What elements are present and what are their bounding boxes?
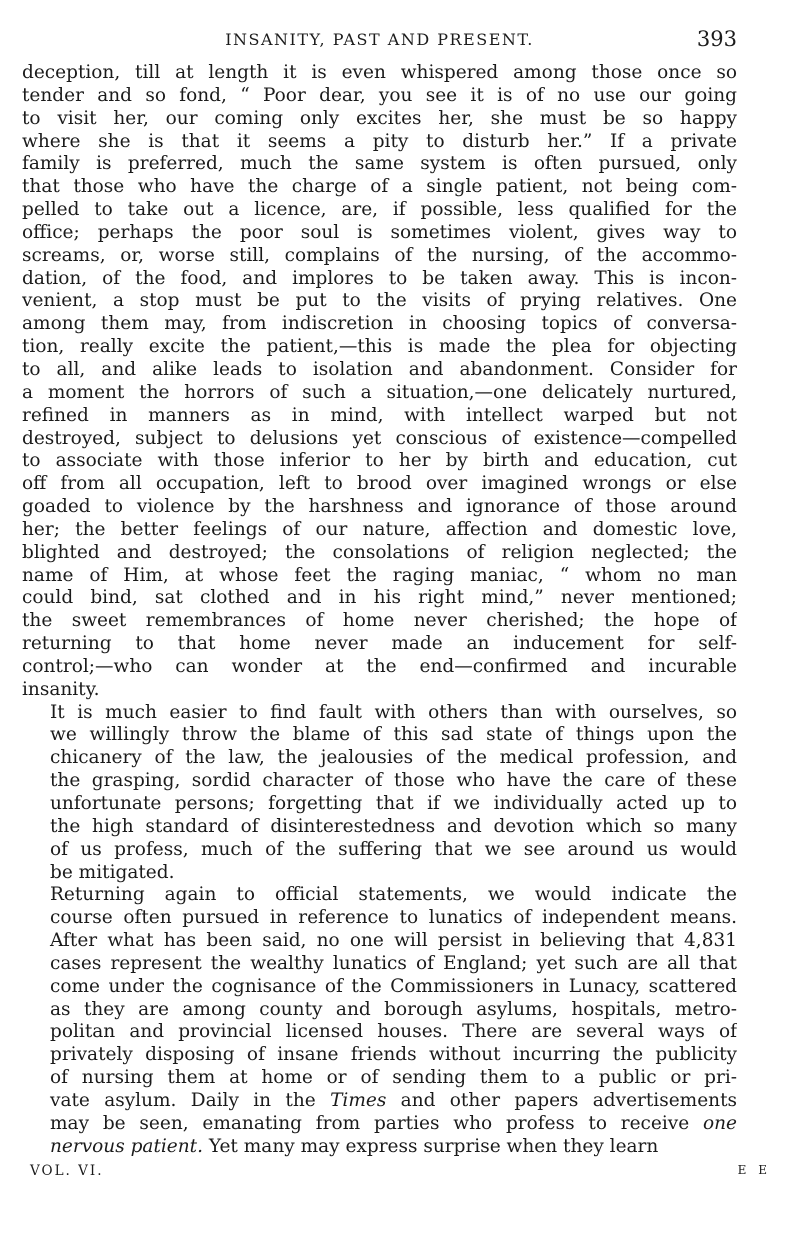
book-page: [22, 27, 737, 1159]
text-line: insanity.: [22, 678, 100, 700]
text-line: It is much easier to find fault with others than with ourselves, so: [50, 701, 737, 723]
text-line: be mitigated.: [50, 861, 175, 883]
text-line: refined in manners as in mind, with intellect warped but not: [22, 404, 737, 426]
text-line: to visit her, our coming only excites her, she must be so happy: [22, 107, 737, 129]
text-line: tender and so fond, “ Poor dear, you see it is of no use our going: [22, 84, 737, 106]
text-line: where she is that it seems a pity to disturb her.” If a private: [22, 130, 737, 152]
text-line: could bind, sat clothed and in his right mind,” never mentioned;: [22, 587, 737, 609]
body-text: [22, 62, 737, 1159]
text-line: of us profess, much of the suffering that we see around us would: [50, 838, 737, 860]
text-line: course often pursued in reference to lunatics of independent means.: [50, 907, 737, 929]
text-line: goaded to violence by the harshness and ignorance of those around: [22, 496, 737, 518]
text-line: may be seen, emanating from parties who profess to receive one: [50, 1112, 737, 1134]
text-line: unfortunate persons; forgetting that if we individually acted up to: [50, 793, 737, 814]
running-header: [22, 27, 737, 60]
text-line: name of Him, at whose feet the raging maniac, “ whom no man: [22, 564, 737, 586]
text-line: control;—who can wonder at the end—confirmed and incurable: [22, 655, 737, 677]
text-line: pelled to take out a licence, are, if possible, less qualified for the: [22, 199, 737, 221]
text-line: among them may, from indiscretion in choosing topics of conversa-: [22, 313, 737, 335]
text-line: the grasping, sordid character of those who have the care of these: [50, 770, 737, 792]
text-line: as they are among county and borough asylums, hospitals, metro-: [50, 998, 737, 1020]
page-footer: [0, 1163, 791, 1183]
text-line: blighted and destroyed; the consolations of religion neglected; the: [22, 541, 737, 563]
text-line: family is preferred, much the same system is often pursued, only: [22, 153, 737, 175]
text-line: a moment the horrors of such a situation,—one delicately nurtured,: [22, 381, 737, 403]
text-line: off from all occupation, left to brood over imagined wrongs or else: [22, 473, 737, 495]
text-line: politan and provincial licensed houses. There are several ways of: [50, 1021, 737, 1043]
text-line: come under the cognisance of the Commissioners in Lunacy, scattered: [50, 975, 737, 997]
text-line: After what has been said, no one will persist in believing that 4,831: [50, 930, 737, 952]
text-line: destroyed, subject to delusions yet conscious of existence—compelled: [22, 427, 737, 449]
text-line: the sweet remembrances of home never cherished; the hope of: [22, 610, 737, 632]
paragraph: [22, 702, 737, 885]
paragraph: [22, 884, 737, 1158]
text-line: the high standard of disinterestedness and devotion which so many: [50, 815, 737, 837]
running-title: INSANITY, PAST AND PRESENT.: [225, 30, 534, 49]
paragraph: [22, 62, 737, 702]
text-line: screams, or, worse still, complains of the nursing, of the accommo-: [22, 244, 737, 266]
text-line: vate asylum. Daily in the Times and other papers advertisements: [50, 1089, 737, 1111]
text-line: nervous patient. Yet many may express surprise when they learn: [50, 1135, 659, 1157]
text-line: her; the better feelings of our nature, affection and domestic love,: [22, 518, 737, 540]
text-line: we willingly throw the blame of this sad state of things upon the: [50, 724, 737, 746]
text-line: office; perhaps the poor soul is sometimes violent, gives way to: [22, 221, 737, 243]
text-line: tion, really excite the patient,—this is made the plea for objecting: [22, 336, 737, 358]
text-line: deception, till at length it is even whispered among those once so: [22, 62, 737, 83]
volume-mark: VOL. VI.: [30, 1163, 104, 1179]
text-line: to all, and alike leads to isolation and abandonment. Consider for: [22, 358, 737, 380]
text-line: to associate with those inferior to her by birth and education, cut: [22, 450, 737, 472]
text-line: Returning again to official statements, we would indicate the: [50, 884, 737, 906]
text-line: that those who have the charge of a single patient, not being com-: [22, 176, 737, 198]
page-number: 393: [696, 27, 737, 51]
text-line: privately disposing of insane friends without incurring the publicity: [50, 1044, 737, 1066]
text-line: returning to that home never made an inducement for self-: [22, 633, 737, 655]
text-line: of nursing them at home or of sending them to a public or pri-: [50, 1067, 737, 1089]
text-line: venient, a stop must be put to the visits of prying relatives. One: [22, 290, 737, 312]
signature-mark: E E: [737, 1163, 771, 1177]
text-line: chicanery of the law, the jealousies of the medical profession, and: [50, 747, 737, 769]
text-line: cases represent the wealthy lunatics of England; yet such are all that: [50, 952, 737, 974]
text-line: dation, of the food, and implores to be taken away. This is incon-: [22, 267, 737, 289]
